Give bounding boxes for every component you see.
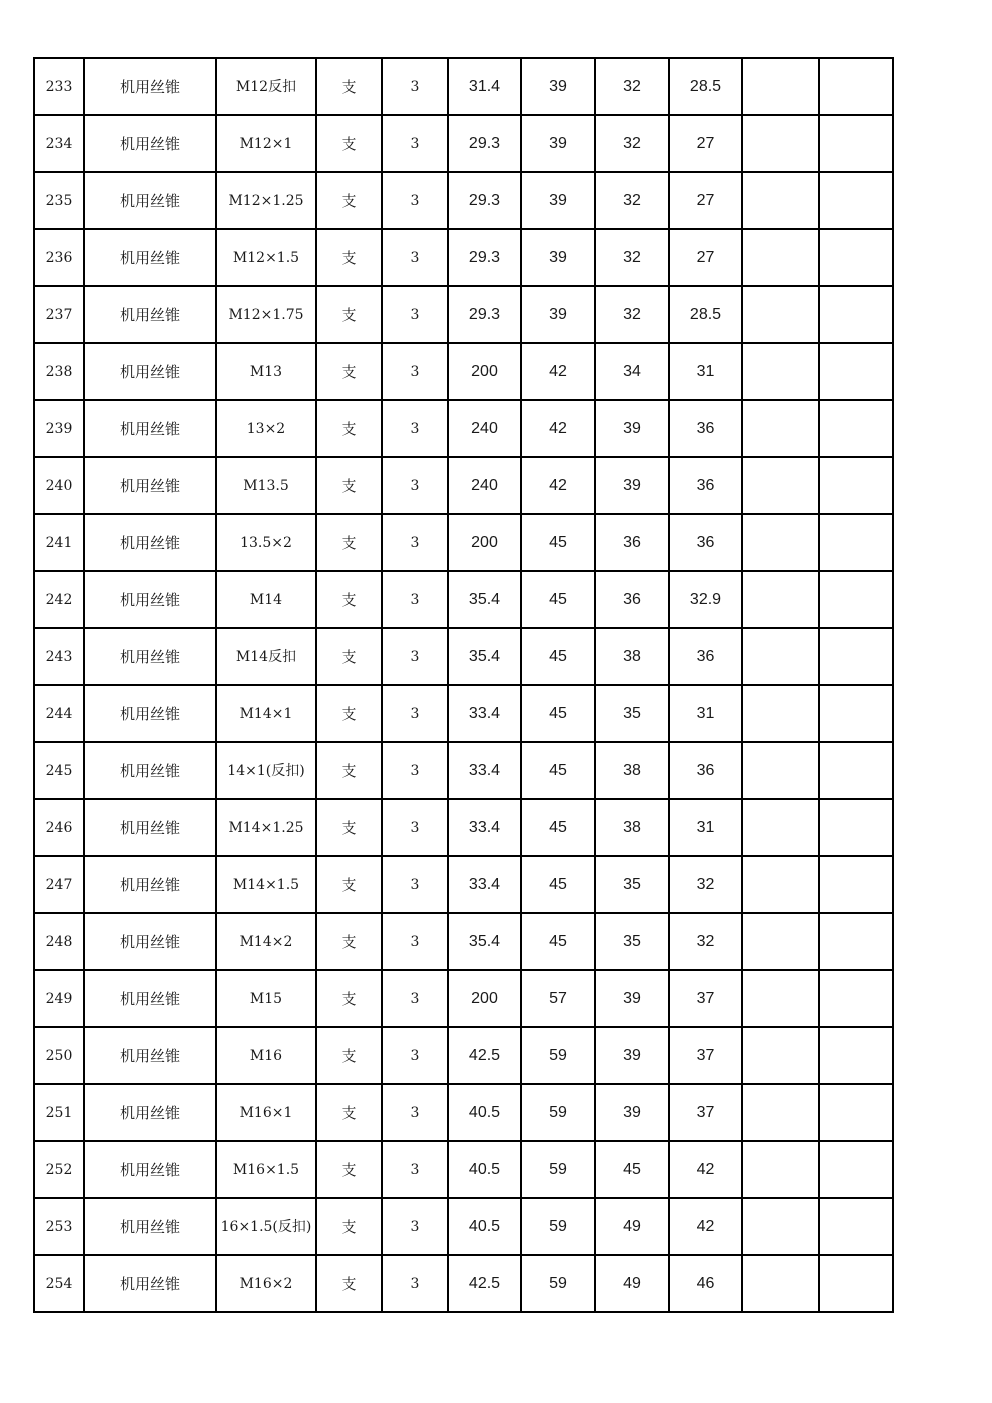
- value-col-4-cell: 31: [669, 799, 742, 856]
- price-table: [33, 57, 894, 1313]
- value-col-1-cell: 240: [448, 457, 521, 514]
- table-row: [34, 799, 893, 856]
- blank-col-1-cell: [742, 115, 819, 172]
- quantity-cell: 3: [382, 1141, 448, 1198]
- blank-col-1-cell: [742, 1027, 819, 1084]
- value-col-2-cell: 45: [521, 856, 595, 913]
- unit-cell: 支: [316, 685, 382, 742]
- blank-col-1-cell: [742, 742, 819, 799]
- blank-col-1-cell: [742, 1255, 819, 1312]
- unit-cell: 支: [316, 115, 382, 172]
- quantity-cell: 3: [382, 1255, 448, 1312]
- spec-cell: M14×1.25: [216, 799, 316, 856]
- value-col-3-cell: 39: [595, 457, 669, 514]
- quantity-cell: 3: [382, 343, 448, 400]
- value-col-2-cell: 59: [521, 1084, 595, 1141]
- table-row: [34, 514, 893, 571]
- table-row: [34, 628, 893, 685]
- value-col-3-cell: 45: [595, 1141, 669, 1198]
- blank-col-1-cell: [742, 913, 819, 970]
- row-number-cell: 233: [34, 58, 84, 115]
- value-col-1-cell: 31.4: [448, 58, 521, 115]
- value-col-1-cell: 33.4: [448, 685, 521, 742]
- value-col-1-cell: 40.5: [448, 1141, 521, 1198]
- value-col-2-cell: 45: [521, 742, 595, 799]
- blank-col-2-cell: [819, 514, 893, 571]
- value-col-1-cell: 29.3: [448, 115, 521, 172]
- value-col-2-cell: 59: [521, 1198, 595, 1255]
- spec-cell: M14×2: [216, 913, 316, 970]
- value-col-2-cell: 45: [521, 685, 595, 742]
- row-number-cell: 240: [34, 457, 84, 514]
- value-col-3-cell: 36: [595, 571, 669, 628]
- table-row: [34, 343, 893, 400]
- unit-cell: 支: [316, 457, 382, 514]
- row-number-cell: 249: [34, 970, 84, 1027]
- value-col-3-cell: 32: [595, 58, 669, 115]
- blank-col-2-cell: [819, 58, 893, 115]
- spec-cell: 13×2: [216, 400, 316, 457]
- blank-col-2-cell: [819, 1027, 893, 1084]
- quantity-cell: 3: [382, 58, 448, 115]
- value-col-4-cell: 27: [669, 229, 742, 286]
- value-col-2-cell: 59: [521, 1027, 595, 1084]
- row-number-cell: 247: [34, 856, 84, 913]
- value-col-4-cell: 28.5: [669, 58, 742, 115]
- value-col-1-cell: 29.3: [448, 229, 521, 286]
- value-col-1-cell: 42.5: [448, 1255, 521, 1312]
- item-name-cell: 机用丝锥: [84, 913, 216, 970]
- value-col-4-cell: 27: [669, 172, 742, 229]
- blank-col-2-cell: [819, 799, 893, 856]
- spec-cell: 13.5×2: [216, 514, 316, 571]
- row-number-cell: 244: [34, 685, 84, 742]
- blank-col-1-cell: [742, 400, 819, 457]
- value-col-1-cell: 35.4: [448, 913, 521, 970]
- blank-col-2-cell: [819, 343, 893, 400]
- row-number-cell: 251: [34, 1084, 84, 1141]
- blank-col-1-cell: [742, 685, 819, 742]
- unit-cell: 支: [316, 172, 382, 229]
- value-col-3-cell: 32: [595, 172, 669, 229]
- spec-cell: M16: [216, 1027, 316, 1084]
- value-col-1-cell: 29.3: [448, 286, 521, 343]
- blank-col-1-cell: [742, 856, 819, 913]
- blank-col-2-cell: [819, 571, 893, 628]
- value-col-3-cell: 32: [595, 229, 669, 286]
- spec-cell: M13: [216, 343, 316, 400]
- quantity-cell: 3: [382, 229, 448, 286]
- item-name-cell: 机用丝锥: [84, 1255, 216, 1312]
- item-name-cell: 机用丝锥: [84, 742, 216, 799]
- value-col-3-cell: 34: [595, 343, 669, 400]
- unit-cell: 支: [316, 229, 382, 286]
- value-col-2-cell: 45: [521, 913, 595, 970]
- value-col-2-cell: 59: [521, 1255, 595, 1312]
- item-name-cell: 机用丝锥: [84, 1141, 216, 1198]
- blank-col-2-cell: [819, 286, 893, 343]
- unit-cell: 支: [316, 343, 382, 400]
- value-col-4-cell: 37: [669, 970, 742, 1027]
- quantity-cell: 3: [382, 1198, 448, 1255]
- unit-cell: 支: [316, 514, 382, 571]
- table-row: [34, 1198, 893, 1255]
- unit-cell: 支: [316, 571, 382, 628]
- value-col-4-cell: 31: [669, 343, 742, 400]
- value-col-3-cell: 38: [595, 628, 669, 685]
- table-row: [34, 970, 893, 1027]
- blank-col-1-cell: [742, 1084, 819, 1141]
- table-row: [34, 1255, 893, 1312]
- blank-col-2-cell: [819, 457, 893, 514]
- item-name-cell: 机用丝锥: [84, 514, 216, 571]
- value-col-3-cell: 39: [595, 400, 669, 457]
- value-col-3-cell: 35: [595, 856, 669, 913]
- quantity-cell: 3: [382, 628, 448, 685]
- value-col-4-cell: 36: [669, 457, 742, 514]
- value-col-2-cell: 39: [521, 115, 595, 172]
- quantity-cell: 3: [382, 1084, 448, 1141]
- quantity-cell: 3: [382, 970, 448, 1027]
- blank-col-2-cell: [819, 913, 893, 970]
- value-col-2-cell: 42: [521, 400, 595, 457]
- value-col-1-cell: 35.4: [448, 571, 521, 628]
- blank-col-1-cell: [742, 457, 819, 514]
- value-col-3-cell: 39: [595, 970, 669, 1027]
- blank-col-1-cell: [742, 970, 819, 1027]
- value-col-3-cell: 32: [595, 286, 669, 343]
- item-name-cell: 机用丝锥: [84, 229, 216, 286]
- table-row: [34, 742, 893, 799]
- value-col-1-cell: 40.5: [448, 1084, 521, 1141]
- value-col-1-cell: 40.5: [448, 1198, 521, 1255]
- row-number-cell: 238: [34, 343, 84, 400]
- row-number-cell: 234: [34, 115, 84, 172]
- spec-cell: M14×1: [216, 685, 316, 742]
- value-col-4-cell: 32: [669, 913, 742, 970]
- quantity-cell: 3: [382, 1027, 448, 1084]
- value-col-4-cell: 32: [669, 856, 742, 913]
- table-row: [34, 400, 893, 457]
- row-number-cell: 243: [34, 628, 84, 685]
- row-number-cell: 241: [34, 514, 84, 571]
- value-col-1-cell: 42.5: [448, 1027, 521, 1084]
- value-col-1-cell: 33.4: [448, 856, 521, 913]
- value-col-4-cell: 36: [669, 400, 742, 457]
- blank-col-2-cell: [819, 685, 893, 742]
- value-col-2-cell: 39: [521, 172, 595, 229]
- table-row: [34, 172, 893, 229]
- row-number-cell: 246: [34, 799, 84, 856]
- value-col-4-cell: 28.5: [669, 286, 742, 343]
- blank-col-2-cell: [819, 1141, 893, 1198]
- table-row: [34, 457, 893, 514]
- unit-cell: 支: [316, 1084, 382, 1141]
- value-col-3-cell: 49: [595, 1198, 669, 1255]
- row-number-cell: 236: [34, 229, 84, 286]
- blank-col-2-cell: [819, 742, 893, 799]
- spec-cell: M16×2: [216, 1255, 316, 1312]
- item-name-cell: 机用丝锥: [84, 856, 216, 913]
- spec-cell: M12×1.5: [216, 229, 316, 286]
- quantity-cell: 3: [382, 799, 448, 856]
- spec-cell: M13.5: [216, 457, 316, 514]
- item-name-cell: 机用丝锥: [84, 571, 216, 628]
- spec-cell: M14×1.5: [216, 856, 316, 913]
- item-name-cell: 机用丝锥: [84, 1198, 216, 1255]
- spec-cell: M16×1.5: [216, 1141, 316, 1198]
- value-col-4-cell: 37: [669, 1084, 742, 1141]
- value-col-3-cell: 38: [595, 742, 669, 799]
- item-name-cell: 机用丝锥: [84, 400, 216, 457]
- value-col-1-cell: 29.3: [448, 172, 521, 229]
- value-col-4-cell: 32.9: [669, 571, 742, 628]
- value-col-3-cell: 49: [595, 1255, 669, 1312]
- blank-col-2-cell: [819, 1084, 893, 1141]
- unit-cell: 支: [316, 1198, 382, 1255]
- spec-cell: M12×1: [216, 115, 316, 172]
- spec-cell: M15: [216, 970, 316, 1027]
- table-row: [34, 1084, 893, 1141]
- item-name-cell: 机用丝锥: [84, 799, 216, 856]
- table-row: [34, 115, 893, 172]
- value-col-3-cell: 35: [595, 913, 669, 970]
- table-row: [34, 571, 893, 628]
- unit-cell: 支: [316, 742, 382, 799]
- blank-col-1-cell: [742, 229, 819, 286]
- quantity-cell: 3: [382, 742, 448, 799]
- quantity-cell: 3: [382, 856, 448, 913]
- blank-col-2-cell: [819, 229, 893, 286]
- value-col-1-cell: 200: [448, 343, 521, 400]
- value-col-1-cell: 35.4: [448, 628, 521, 685]
- value-col-4-cell: 46: [669, 1255, 742, 1312]
- unit-cell: 支: [316, 1027, 382, 1084]
- table-row: [34, 58, 893, 115]
- value-col-2-cell: 45: [521, 571, 595, 628]
- item-name-cell: 机用丝锥: [84, 628, 216, 685]
- value-col-2-cell: 59: [521, 1141, 595, 1198]
- value-col-1-cell: 33.4: [448, 742, 521, 799]
- table-row: [34, 1141, 893, 1198]
- quantity-cell: 3: [382, 571, 448, 628]
- spec-cell: M12×1.75: [216, 286, 316, 343]
- item-name-cell: 机用丝锥: [84, 457, 216, 514]
- value-col-2-cell: 39: [521, 58, 595, 115]
- value-col-4-cell: 36: [669, 628, 742, 685]
- value-col-3-cell: 36: [595, 514, 669, 571]
- value-col-1-cell: 200: [448, 514, 521, 571]
- value-col-4-cell: 42: [669, 1141, 742, 1198]
- value-col-4-cell: 42: [669, 1198, 742, 1255]
- item-name-cell: 机用丝锥: [84, 343, 216, 400]
- row-number-cell: 252: [34, 1141, 84, 1198]
- table-row: [34, 913, 893, 970]
- item-name-cell: 机用丝锥: [84, 172, 216, 229]
- blank-col-2-cell: [819, 1198, 893, 1255]
- unit-cell: 支: [316, 1141, 382, 1198]
- item-name-cell: 机用丝锥: [84, 685, 216, 742]
- spec-cell: 16×1.5(反扣): [216, 1198, 316, 1255]
- spec-cell: M16×1: [216, 1084, 316, 1141]
- value-col-4-cell: 37: [669, 1027, 742, 1084]
- blank-col-1-cell: [742, 286, 819, 343]
- value-col-3-cell: 35: [595, 685, 669, 742]
- blank-col-1-cell: [742, 514, 819, 571]
- spec-cell: 14×1(反扣): [216, 742, 316, 799]
- unit-cell: 支: [316, 58, 382, 115]
- quantity-cell: 3: [382, 514, 448, 571]
- quantity-cell: 3: [382, 172, 448, 229]
- row-number-cell: 239: [34, 400, 84, 457]
- blank-col-1-cell: [742, 58, 819, 115]
- blank-col-2-cell: [819, 115, 893, 172]
- table-row: [34, 856, 893, 913]
- row-number-cell: 235: [34, 172, 84, 229]
- item-name-cell: 机用丝锥: [84, 1084, 216, 1141]
- value-col-2-cell: 45: [521, 799, 595, 856]
- value-col-2-cell: 39: [521, 229, 595, 286]
- row-number-cell: 237: [34, 286, 84, 343]
- blank-col-2-cell: [819, 172, 893, 229]
- quantity-cell: 3: [382, 913, 448, 970]
- row-number-cell: 242: [34, 571, 84, 628]
- blank-col-2-cell: [819, 1255, 893, 1312]
- item-name-cell: 机用丝锥: [84, 1027, 216, 1084]
- table-row: [34, 685, 893, 742]
- row-number-cell: 245: [34, 742, 84, 799]
- table-row: [34, 229, 893, 286]
- blank-col-2-cell: [819, 970, 893, 1027]
- value-col-3-cell: 39: [595, 1084, 669, 1141]
- spec-cell: M12反扣: [216, 58, 316, 115]
- item-name-cell: 机用丝锥: [84, 58, 216, 115]
- value-col-4-cell: 31: [669, 685, 742, 742]
- quantity-cell: 3: [382, 115, 448, 172]
- quantity-cell: 3: [382, 286, 448, 343]
- value-col-2-cell: 42: [521, 343, 595, 400]
- item-name-cell: 机用丝锥: [84, 970, 216, 1027]
- value-col-2-cell: 42: [521, 457, 595, 514]
- unit-cell: 支: [316, 913, 382, 970]
- item-name-cell: 机用丝锥: [84, 286, 216, 343]
- value-col-2-cell: 45: [521, 514, 595, 571]
- quantity-cell: 3: [382, 685, 448, 742]
- blank-col-1-cell: [742, 799, 819, 856]
- value-col-3-cell: 39: [595, 1027, 669, 1084]
- value-col-2-cell: 57: [521, 970, 595, 1027]
- unit-cell: 支: [316, 970, 382, 1027]
- unit-cell: 支: [316, 400, 382, 457]
- table-row: [34, 1027, 893, 1084]
- value-col-4-cell: 27: [669, 115, 742, 172]
- table-body: [34, 58, 893, 1312]
- spec-cell: M14反扣: [216, 628, 316, 685]
- row-number-cell: 254: [34, 1255, 84, 1312]
- row-number-cell: 248: [34, 913, 84, 970]
- blank-col-1-cell: [742, 628, 819, 685]
- unit-cell: 支: [316, 799, 382, 856]
- unit-cell: 支: [316, 286, 382, 343]
- value-col-1-cell: 200: [448, 970, 521, 1027]
- row-number-cell: 253: [34, 1198, 84, 1255]
- blank-col-1-cell: [742, 1198, 819, 1255]
- blank-col-2-cell: [819, 856, 893, 913]
- blank-col-1-cell: [742, 571, 819, 628]
- blank-col-2-cell: [819, 628, 893, 685]
- blank-col-1-cell: [742, 1141, 819, 1198]
- value-col-2-cell: 45: [521, 628, 595, 685]
- unit-cell: 支: [316, 1255, 382, 1312]
- row-number-cell: 250: [34, 1027, 84, 1084]
- value-col-3-cell: 38: [595, 799, 669, 856]
- quantity-cell: 3: [382, 457, 448, 514]
- value-col-1-cell: 240: [448, 400, 521, 457]
- item-name-cell: 机用丝锥: [84, 115, 216, 172]
- unit-cell: 支: [316, 856, 382, 913]
- spec-cell: M14: [216, 571, 316, 628]
- spec-cell: M12×1.25: [216, 172, 316, 229]
- blank-col-1-cell: [742, 172, 819, 229]
- value-col-2-cell: 39: [521, 286, 595, 343]
- unit-cell: 支: [316, 628, 382, 685]
- value-col-4-cell: 36: [669, 742, 742, 799]
- value-col-1-cell: 33.4: [448, 799, 521, 856]
- blank-col-1-cell: [742, 343, 819, 400]
- quantity-cell: 3: [382, 400, 448, 457]
- value-col-3-cell: 32: [595, 115, 669, 172]
- blank-col-2-cell: [819, 400, 893, 457]
- value-col-4-cell: 36: [669, 514, 742, 571]
- table-row: [34, 286, 893, 343]
